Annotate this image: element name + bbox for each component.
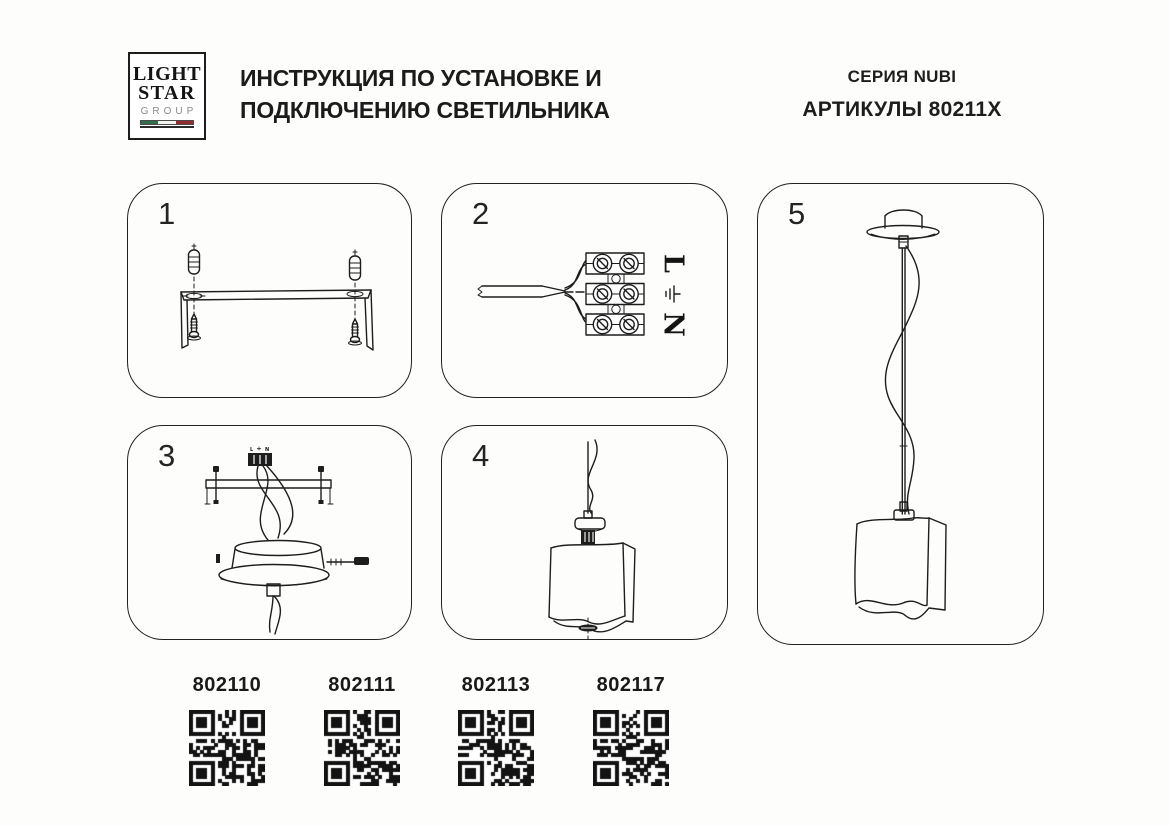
terminal-block-icon bbox=[248, 453, 272, 466]
mounting-bracket bbox=[205, 480, 333, 504]
canopy-plate bbox=[219, 565, 329, 587]
terminal-block-drawing bbox=[442, 184, 729, 399]
mini-line-label: L bbox=[250, 447, 254, 453]
screw-icon bbox=[318, 466, 324, 504]
ceiling-canopy bbox=[867, 210, 939, 248]
side-nub bbox=[216, 554, 220, 563]
finial-nut bbox=[579, 625, 598, 632]
earth-ground-icon bbox=[257, 447, 261, 450]
cord bbox=[588, 440, 597, 514]
article-number: 802110 bbox=[192, 674, 262, 696]
step-panel-4 bbox=[441, 425, 728, 640]
page-title-line2: ПОДКЛЮЧЕНИЮ СВЕТИЛЬНИКА bbox=[240, 97, 610, 123]
article-number: 802117 bbox=[596, 674, 666, 696]
logo-word-light: LIGHT bbox=[132, 62, 202, 85]
step-number: 2 bbox=[472, 196, 490, 231]
mounting-bracket bbox=[181, 290, 373, 350]
lightstar-logo bbox=[128, 52, 206, 140]
lamp-socket bbox=[581, 530, 595, 544]
mini-neutral-label: N bbox=[265, 447, 270, 453]
suspension-rod bbox=[902, 248, 905, 514]
cord bbox=[274, 596, 280, 634]
product-item bbox=[571, 674, 691, 786]
screw-icon bbox=[213, 466, 219, 504]
terminal-row bbox=[586, 284, 644, 305]
flag-green bbox=[141, 121, 158, 124]
wire bbox=[565, 259, 588, 288]
glass-shade bbox=[855, 518, 946, 619]
step-panel-1 bbox=[127, 183, 412, 398]
line-wire-label: L bbox=[657, 254, 689, 273]
wire bbox=[260, 466, 268, 540]
logo-word-group: GROUP bbox=[140, 105, 198, 117]
terminal-row bbox=[586, 314, 644, 335]
shade-assembly-drawing bbox=[442, 426, 729, 641]
logo-word-star: STAR bbox=[138, 81, 196, 104]
flag-underline bbox=[140, 126, 194, 128]
shade-fitting bbox=[894, 502, 914, 520]
terminal-row bbox=[586, 253, 644, 274]
article-number: 802113 bbox=[461, 674, 531, 696]
flag-white bbox=[158, 121, 175, 124]
wall-anchor-icon bbox=[350, 250, 361, 280]
step-panel-2 bbox=[441, 183, 728, 398]
qr-code bbox=[458, 710, 534, 786]
power-cable bbox=[478, 286, 565, 297]
qr-code bbox=[324, 710, 400, 786]
assembled-pendant-drawing bbox=[758, 184, 1045, 646]
step-panel-5 bbox=[757, 183, 1044, 645]
ring-fitting bbox=[575, 518, 605, 532]
step-number: 5 bbox=[788, 196, 806, 231]
step-number: 1 bbox=[158, 196, 176, 231]
header-right bbox=[777, 67, 1027, 122]
neutral-wire-label: N bbox=[657, 312, 689, 337]
side-screw-icon bbox=[327, 557, 369, 565]
wall-anchor-icon bbox=[189, 244, 200, 274]
wire bbox=[565, 295, 588, 324]
earth-ground-icon bbox=[666, 286, 680, 302]
screw-icon bbox=[188, 314, 201, 340]
step-number: 3 bbox=[158, 438, 176, 473]
qr-code bbox=[189, 710, 265, 786]
product-item bbox=[167, 674, 287, 786]
product-item bbox=[436, 674, 556, 786]
mounting-bracket-drawing bbox=[128, 184, 413, 399]
step-number: 4 bbox=[472, 438, 490, 473]
page-title bbox=[240, 62, 610, 126]
cord bbox=[270, 596, 273, 632]
product-item bbox=[302, 674, 422, 786]
canopy-assembly-drawing bbox=[128, 426, 413, 641]
flag-red bbox=[176, 121, 193, 124]
articles-label: АРТИКУЛЫ 80211X bbox=[802, 98, 1002, 121]
page-title-line1: ИНСТРУКЦИЯ ПО УСТАНОВКЕ И bbox=[240, 65, 602, 91]
qr-code bbox=[593, 710, 669, 786]
glass-shade bbox=[549, 543, 635, 632]
step-panel-3 bbox=[127, 425, 412, 640]
italian-flag-stripe bbox=[140, 120, 194, 125]
screw-icon bbox=[349, 319, 362, 345]
series-label: СЕРИЯ NUBI bbox=[847, 67, 957, 86]
article-number: 802111 bbox=[328, 674, 396, 696]
